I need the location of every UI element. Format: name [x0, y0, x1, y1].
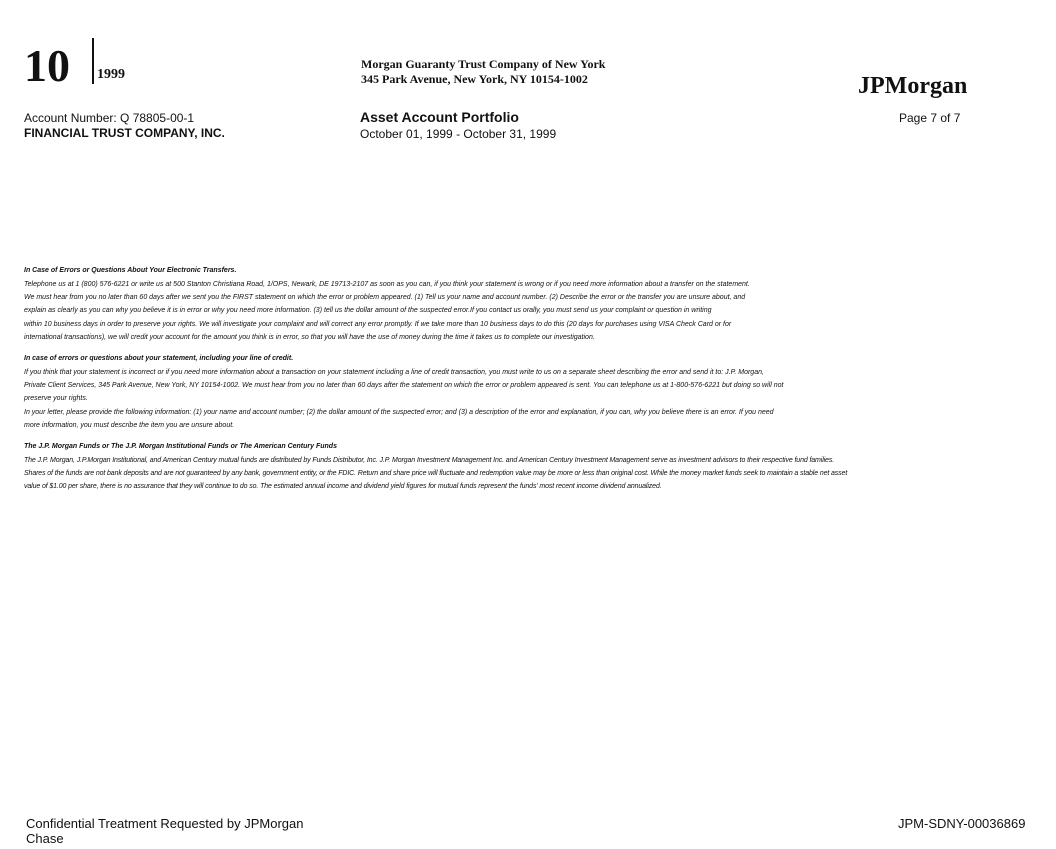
notice-line: preserve your rights. — [24, 395, 88, 403]
notice-line: Private Client Services, 345 Park Avenue, New York, NY 10154-1002. We must hear from you no later than 60 days after the statement on which the error or problem appeared is sent. You can telephone us at 1-800-576-6221 but doing so will not — [24, 382, 784, 390]
disclosure-notices — [24, 265, 1024, 503]
statement-year: 1999 — [97, 67, 125, 82]
notice-line: within 10 business days in order to preserve your rights. We will investigate your complaint and will correct any error promptly. If we take more than 10 business days to do this (20 days for purchases using VISA Check Card or for — [24, 320, 732, 328]
portfolio-title: Asset Account Portfolio — [360, 109, 519, 125]
notice-line: The J.P. Morgan, J.P.Morgan Institutional, and American Century mutual funds are distributed by Funds Distributor, Inc. J.P. Morgan Investment Management Inc. and American Century Investment Management serve as investment advisors to their respective fund families. — [24, 457, 835, 465]
notice-line: value of $1.00 per share, there is no assurance that they will continue to do so. The estimated annual income and dividend yield figures for mutual funds represent the funds' most recent income dividend annualized. — [24, 483, 662, 491]
page-number: Page 7 of 7 — [899, 111, 961, 125]
notice-line: We must hear from you no later than 60 days after we sent you the FIRST statement on which the error or problem appeared. (1) Tell us your name and account number. (2) Describe the error or the transfer you are unsure about, and — [24, 294, 746, 302]
notice-line: more information, you must describe the item you are unsure about. — [24, 421, 235, 429]
account-number: Account Number: Q 78805-00-1 — [24, 111, 195, 125]
header-divider — [92, 38, 94, 84]
confidentiality-notice: Confidential Treatment Requested by JPMorgan Chase — [26, 816, 304, 846]
notice-heading: The J.P. Morgan Funds or The J.P. Morgan Institutional Funds or The American Century Funds — [24, 443, 337, 451]
notice-heading: In case of errors or questions about your statement, including your line of credit. — [24, 355, 294, 363]
bank-address: 345 Park Avenue, New York, NY 10154-1002 — [361, 72, 588, 86]
notice-line: If you think that your statement is incorrect or if you need more information about a transaction on your statement including a line of credit transaction, you must write to us on a separate sheet describing the error and send it to: J.P. Morgan, — [24, 369, 764, 377]
notice-electronic-transfers — [24, 265, 1024, 344]
notice-heading: In Case of Errors or Questions About Your Electronic Transfers. — [24, 267, 237, 274]
jpmorgan-logo: JPMorgan — [858, 73, 968, 99]
notice-line: Shares of the funds are not bank deposits and are not guaranteed by any bank, government entity, or the FDIC. Return and share price will fluctuate and redemption value may be more or less than original cost. While the money market funds seek to maintain a stable net asset — [24, 470, 848, 478]
statement-month: 10 — [24, 40, 70, 91]
notice-line: Telephone us at 1 (800) 576-6221 or write us at 500 Stanton Christiana Road, 1/OPS, Newark, DE 19713-2107 as soon as you can, if you think your statement is wrong or if you need more information about a transfer on the statement. — [24, 281, 750, 288]
notice-statement-errors — [24, 353, 1024, 432]
statement-period: October 01, 1999 - October 31, 1999 — [360, 127, 557, 141]
notice-line: international transactions), we will credit your account for the amount you think is in error, so that you will have the use of money during the time it takes us to complete our investigation. — [24, 333, 595, 341]
bank-name: Morgan Guaranty Trust Company of New York — [361, 57, 606, 71]
notice-funds — [24, 441, 1024, 494]
notice-line: explain as clearly as you can why you believe it is in error or why you need more information. (3) tell us the dollar amount of the suspected error.If you contact us orally, you must send us your complaint or question in writing — [24, 307, 712, 315]
notice-line: In your letter, please provide the following information: (1) your name and account number; (2) the dollar amount of the suspected error; and (3) a description of the error and explanation, if you can, why you believe there is an error. If you need — [24, 408, 774, 416]
bates-number: JPM-SDNY-00036869 — [898, 816, 1026, 831]
account-name: FINANCIAL TRUST COMPANY, INC. — [24, 126, 225, 140]
